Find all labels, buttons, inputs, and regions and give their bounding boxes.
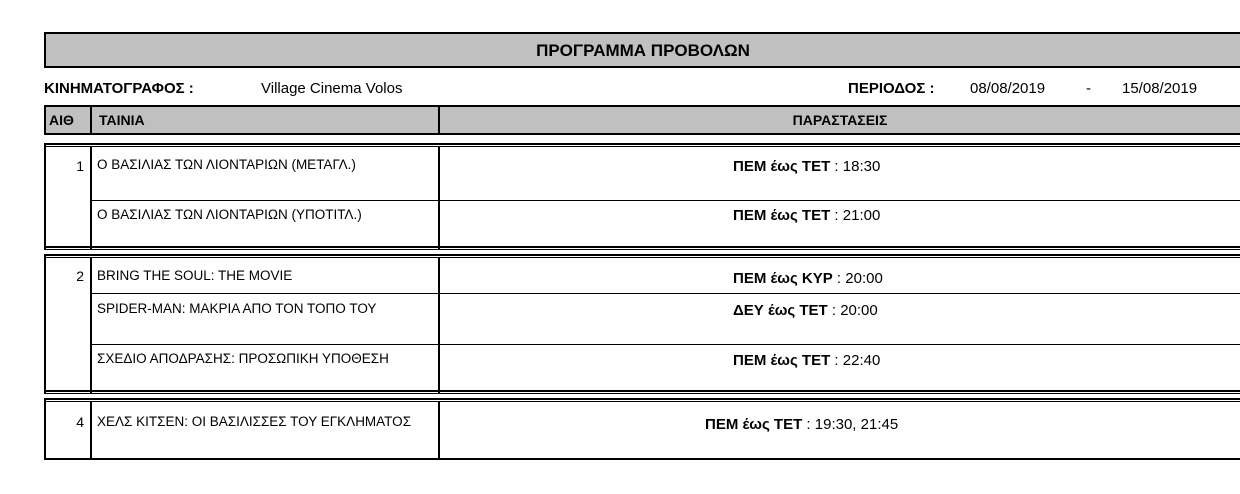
row-divider — [91, 344, 1240, 345]
film-title: ΧΕΛΣ ΚΙΤΣΕΝ: ΟΙ ΒΑΣΙΛΙΣΣΕΣ ΤΟΥ ΕΓΚΛΗΜΑΤΟΣ — [97, 414, 412, 429]
cinema-name: Village Cinema Volos — [261, 80, 403, 97]
film-title: Ο ΒΑΣΙΛΙΑΣ ΤΩΝ ΛΙΟΝΤΑΡΙΩΝ (ΜΕΤΑΓΛ.) — [97, 157, 356, 172]
show-times: : 22:40 — [834, 352, 881, 369]
column-divider — [90, 257, 92, 394]
showtime — [733, 302, 878, 319]
column-shows: ΠΑΡΑΣΤΑΣΕΙΣ — [792, 112, 888, 128]
group-bottom-border-inner — [44, 393, 1240, 394]
header-divider — [90, 105, 92, 135]
period-label: ΠΕΡΙΟΔΟΣ : — [848, 80, 935, 97]
show-times: : 18:30 — [834, 158, 881, 175]
group-bottom-border — [44, 390, 1240, 392]
column-header-row — [44, 105, 1240, 135]
show-days: ΠΕΜ έως ΚΥΡ — [733, 270, 833, 287]
schedule-title-bar — [44, 32, 1240, 68]
show-days: ΠΕΜ έως ΤΕΤ — [705, 416, 803, 433]
column-divider — [438, 146, 440, 250]
show-times: : 21:00 — [834, 207, 881, 224]
group-bottom-border — [44, 246, 1240, 248]
page-title: ΠΡΟΓΡΑΜΜΑ ΠΡΟΒΟΛΩΝ — [536, 41, 750, 60]
period-start: 08/08/2019 — [970, 80, 1046, 97]
showtime — [733, 352, 880, 369]
row-divider — [91, 200, 1240, 201]
group-top-border — [44, 398, 1240, 400]
film-title: Ο ΒΑΣΙΛΙΑΣ ΤΩΝ ΛΙΟΝΤΑΡΙΩΝ (ΥΠΟΤΙΤΛ.) — [97, 207, 362, 222]
show-days: ΠΕΜ έως ΤΕΤ — [733, 207, 831, 224]
row-divider — [91, 293, 1240, 294]
period-separator: - — [1086, 80, 1091, 97]
column-divider — [90, 146, 92, 250]
film-title: SPIDER-MAN: ΜΑΚΡΙΑ ΑΠΟ ΤΟΝ ΤΟΠΟ ΤΟΥ — [97, 301, 377, 316]
show-times: : 20:00 — [831, 302, 878, 319]
group-top-border-inner — [44, 146, 1240, 147]
show-days: ΠΕΜ έως ΤΕΤ — [733, 158, 831, 175]
showtime — [733, 158, 880, 175]
hall-number: 2 — [76, 268, 84, 284]
group-top-border — [44, 254, 1240, 256]
header-divider — [438, 105, 440, 135]
column-hall: ΑΙΘ — [49, 112, 74, 128]
cinema-label: ΚΙΝΗΜΑΤΟΓΡΑΦΟΣ : — [44, 80, 194, 97]
show-times: : 19:30, 21:45 — [806, 416, 899, 433]
column-film: ΤΑΙΝΙΑ — [99, 112, 145, 128]
show-times: : 20:00 — [836, 270, 883, 287]
column-divider — [438, 257, 440, 394]
film-title: ΣΧΕΔΙΟ ΑΠΟΔΡΑΣΗΣ: ΠΡΟΣΩΠΙΚΗ ΥΠΟΘΕΣΗ — [97, 351, 389, 366]
column-divider — [90, 401, 92, 460]
showtime — [733, 270, 883, 287]
group-top-border — [44, 143, 1240, 145]
group-bottom-border-inner — [44, 249, 1240, 250]
showtime — [705, 416, 898, 433]
hall-number: 1 — [76, 158, 84, 174]
show-days: ΠΕΜ έως ΤΕΤ — [733, 352, 831, 369]
period-end: 15/08/2019 — [1122, 80, 1198, 97]
group-top-border-inner — [44, 401, 1240, 402]
group-bottom-border — [44, 458, 1240, 460]
hall-number: 4 — [76, 414, 84, 430]
film-title: BRING THE SOUL: THE MOVIE — [97, 268, 293, 283]
show-days: ΔΕΥ έως ΤΕΤ — [733, 302, 828, 319]
group-top-border-inner — [44, 257, 1240, 258]
showtime — [733, 207, 880, 224]
column-divider — [438, 401, 440, 460]
